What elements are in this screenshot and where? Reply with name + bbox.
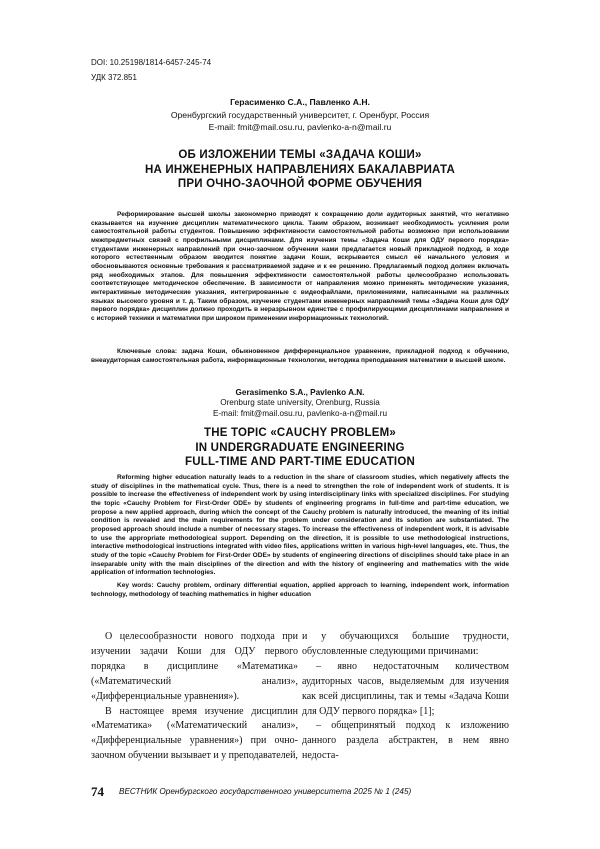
keywords-ru bbox=[91, 348, 509, 365]
affiliation-en: Orenburg state university, Orenburg, Russia bbox=[220, 398, 380, 408]
email-en: E-mail: fmit@mail.osu.ru, pavlenko-a-n@mail.ru bbox=[212, 408, 388, 418]
affiliation-ru: Оренбургский государственный университет, г. Оренбург, Россия bbox=[170, 109, 430, 120]
udk: УДК 372.851 bbox=[91, 73, 137, 82]
abstract-ru bbox=[91, 211, 509, 324]
title-line: ПРИ ОЧНО-ЗАОЧНОЙ ФОРМЕ ОБУЧЕНИЯ bbox=[177, 178, 423, 190]
footer bbox=[91, 784, 509, 800]
body-column-right bbox=[302, 630, 509, 764]
title-line: НА ИНЖЕНЕРНЫХ НАПРАВЛЕНИЯХ БАКАЛАВРИАТА bbox=[144, 163, 455, 176]
keywords-text-en: Key words: Cauchy problem, ordinary differential equation, applied approach to learning, independent work, information technology, methodology of teaching mathematics in higher education bbox=[91, 582, 509, 598]
body-paragraph: – явно недостаточным количеством аудиторных часов, выделяемым для изучения как всей дисциплины, так и темы «Задача Коши для ОДУ первого порядка» [1]; bbox=[302, 660, 509, 717]
abstract-en bbox=[91, 474, 509, 578]
email-ru: E-mail: fmit@mail.osu.ru, pavlenko-a-n@mail.ru bbox=[208, 122, 392, 132]
keywords-text-ru: Ключевые слова: задача Коши, обыкновенное дифференциальное уравнение, прикладной подход к обучению, внеаудиторная самостоятельная работа, информационные технологии, методика преподавания математики в высшей школе. bbox=[91, 348, 509, 364]
authors-ru: Герасименко С.А., Павленко А.Н. bbox=[230, 97, 370, 107]
body-paragraph: – общепринятый подход к изложению данного раздела абстрактен, в нем явно недоста- bbox=[302, 720, 509, 762]
title-line: THE TOPIC «CAUCHY PROBLEM» bbox=[204, 427, 396, 439]
journal-name: ВЕСТНИК Оренбургского государственного университета 2025 № 1 (245) bbox=[119, 787, 412, 796]
title-ru bbox=[91, 148, 509, 192]
authors-en: Gerasimenko S.A., Pavlenko A.N. bbox=[235, 388, 365, 397]
body-column-left bbox=[91, 630, 298, 764]
abstract-text-ru: Реформирование высшей школы закономерно приводят к сокращению доли аудиторных занятий, что негативно сказывается на изучение дисциплин математического цикла. Таким образом, возникает необходимость усиления роли самостоятельной работы студентов. Повышению эффективности самостоятельной работы возможно при использовании межпредметных связей с профильными дисциплинами. Для изучения темы «Задача Коши для ОДУ первого порядка» студентами инженерных направлений при очно-заочном обучении нами предлагается новый прикладной подход, в ходе которого естественным образом вводится понятие задачи Коши, вскрывается смысл её начального условия и обосновываются основные требования к рассматриваемой задаче и к ее решению. Предлагаемый подход должен включать ряд необходимых этапов. Для повышения эффективности самостоятельной работы целесообразно использовать соответствующее методическое обеспечение. В зависимости от направления можно применять методические указания, интерактивные методические указания, интегрированные с видеофайлами, приложениями, написанными на различных языках высокого уровня и т. д. Таким образом, изучение студентами инженерных направлений темы «Задача Коши для ОДУ первого порядка» дисциплин должно проходить в неразрывном единстве с профилирующими дисциплинами направления и с историей техники и математики при широком применении информационных технологий. bbox=[91, 211, 509, 322]
authors-block-ru bbox=[91, 96, 509, 134]
authors-block-en bbox=[91, 388, 509, 419]
page-number: 74 bbox=[91, 784, 104, 799]
title-en bbox=[91, 426, 509, 470]
title-line: IN UNDERGRADUATE ENGINEERING bbox=[195, 441, 405, 454]
body-paragraph: и у обучающихся большие трудности, обусловленные следующими причинами: bbox=[302, 631, 509, 657]
title-line: FULL-TIME AND PART-TIME EDUCATION bbox=[185, 456, 415, 468]
body-paragraph: О целесообразности нового подхода при изучении задачи Коши для ОДУ первого порядка в дисциплине «Математика» («Математический анализ», «Дифференциальные уравнения»). bbox=[91, 631, 298, 702]
title-line: ОБ ИЗЛОЖЕНИИ ТЕМЫ «ЗАДАЧА КОШИ» bbox=[178, 149, 422, 161]
keywords-en bbox=[91, 582, 509, 599]
body-paragraph: В настоящее время изучение дисциплин «Математика» («Математический анализ», «Дифференциальные уравнения») при очно-заочном обучении вызывает и у преподавателей, bbox=[91, 705, 298, 762]
abstract-text-en: Reforming higher education naturally leads to a reduction in the share of classroom studies, which negatively affects the study of disciplines in the mathematical cycle. Thus, there is a need to strengthen the role of independent work of students. It is possible to increase the effectiveness of independent work by using interdisciplinary links with specialized disciplines. For studying the topic «Cauchy Problem for First-Order ODE» by students of engineering programs in full-time and part-time education, we propose a new applied approach, during which the concept of the Cauchy problem is naturally introduced, the meaning of its initial condition is revealed and the main requirements for the problem under consideration and its solution are substantiated. The proposed approach should include a number of necessary stages. To increase the effectiveness of independent work, it is advisable to use the appropriate methodological support. Depending on the direction, it is possible to use methodological instructions, interactive methodological instructions integrated with video files, applications written in various high-level languages, etc. Thus, the study of the topic «Cauchy Problem for First-Order ODE» by students of engineering directions of disciplines should take place in an inseparable unity with the main disciplines of the direction and with the history of engineering and mathematics with the wide application of information technologies. bbox=[91, 474, 509, 577]
doi: DOI: 10.25198/1814-6457-245-74 bbox=[91, 58, 212, 67]
